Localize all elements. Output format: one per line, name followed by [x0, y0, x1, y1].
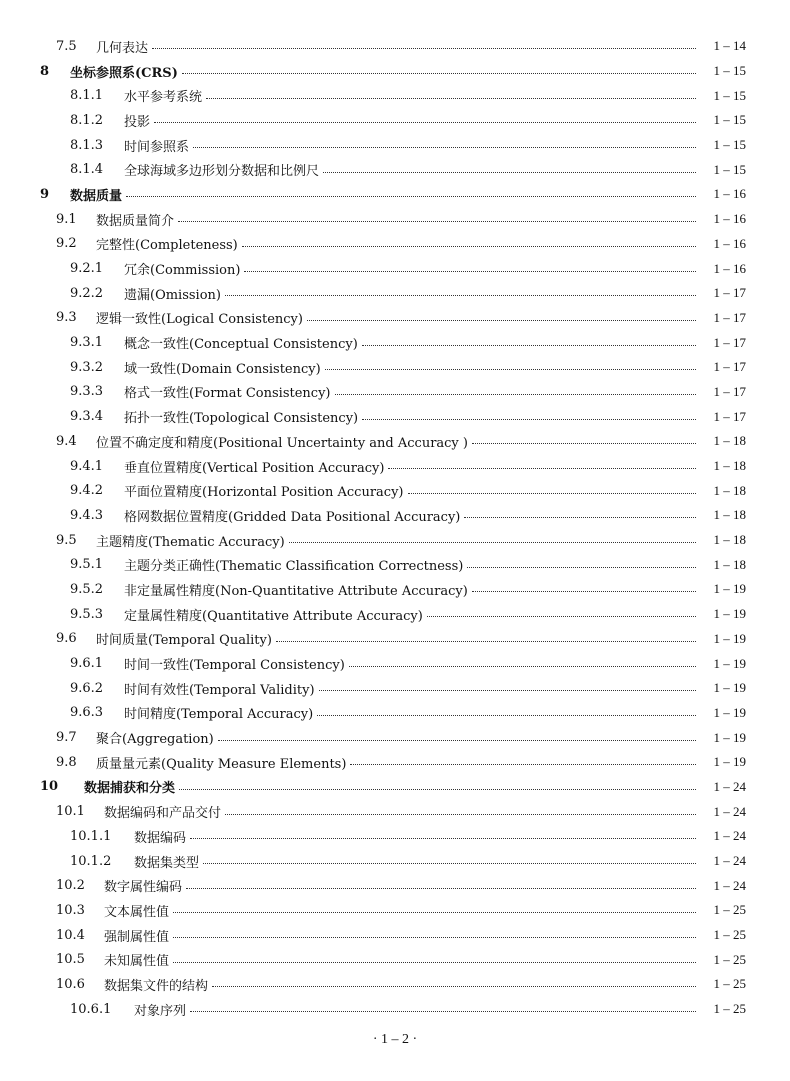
dot-leader	[179, 788, 696, 790]
toc-entry-label	[56, 234, 238, 253]
toc-entry-page: 1 – 15	[713, 87, 746, 103]
toc-entry-page: 1 – 18	[713, 482, 746, 498]
toc-entry-title: 数据编码	[134, 830, 187, 846]
toc-entry[interactable]	[0, 59, 790, 84]
toc-entry-number: 9.6.2	[70, 680, 104, 696]
toc-entry-page: 1 – 15	[713, 112, 746, 128]
dot-leader	[212, 985, 696, 987]
dot-leader	[317, 714, 696, 716]
toc-entry-number: 8.1.1	[70, 88, 104, 104]
toc-entry-page: 1 – 18	[713, 532, 746, 548]
dot-leader	[152, 47, 696, 49]
dot-leader	[190, 837, 696, 839]
toc-entry-number: 9.1	[56, 211, 77, 227]
toc-entry-title: 聚合(Aggregation)	[96, 732, 214, 748]
toc-entry-label	[56, 901, 169, 920]
toc-entry-number: 10.3	[56, 902, 85, 918]
toc-entry-label	[70, 259, 240, 278]
dot-leader	[427, 615, 696, 617]
dot-leader	[319, 689, 696, 691]
toc-entry[interactable]	[0, 651, 790, 676]
toc-entry-page: 1 – 18	[713, 556, 746, 572]
toc-entry-title: 数据质量	[70, 188, 123, 204]
toc-entry-label	[70, 481, 404, 500]
toc-entry-label	[56, 753, 346, 772]
toc-entry[interactable]	[0, 577, 790, 602]
toc-entry-label	[70, 703, 313, 722]
toc-entry-number: 9.6.3	[70, 705, 104, 721]
dot-leader	[335, 393, 697, 395]
toc-entry[interactable]	[0, 528, 790, 553]
table-of-contents	[0, 34, 790, 1022]
toc-entry-title: 格式一致性(Format Consistency)	[124, 386, 331, 402]
toc-entry-label	[56, 531, 285, 550]
toc-entry-label	[70, 605, 423, 624]
toc-entry-page: 1 – 25	[713, 1001, 746, 1017]
toc-entry-page: 1 – 24	[713, 828, 746, 844]
toc-entry-number: 9.5	[56, 532, 77, 548]
dot-leader	[206, 97, 696, 99]
toc-entry-title: 未知属性值	[104, 954, 170, 970]
toc-entry[interactable]	[0, 478, 790, 503]
toc-entry-number: 7.5	[56, 38, 77, 54]
toc-entry-label	[56, 926, 169, 945]
toc-entry-label	[70, 333, 358, 352]
toc-entry-page: 1 – 16	[713, 211, 746, 227]
toc-entry-title: 投影	[124, 114, 151, 130]
toc-entry-title: 非定量属性精度(Non-Quantitative Attribute Accuracy)	[124, 583, 468, 599]
toc-entry-number: 9.2	[56, 236, 77, 252]
dot-leader	[349, 665, 696, 667]
toc-entry-label	[70, 382, 331, 401]
toc-entry-page: 1 – 17	[713, 334, 746, 350]
toc-entry-page: 1 – 24	[713, 877, 746, 893]
toc-entry-page: 1 – 25	[713, 927, 746, 943]
dot-leader	[362, 418, 696, 420]
toc-entry-title: 定量属性精度(Quantitative Attribute Accuracy)	[124, 608, 423, 624]
toc-entry-number: 9.5.2	[70, 581, 104, 597]
dot-leader	[350, 763, 696, 765]
toc-entry[interactable]	[0, 330, 790, 355]
toc-entry-label	[40, 777, 175, 796]
toc-entry-number: 9.6	[56, 631, 77, 647]
toc-entry[interactable]	[0, 750, 790, 775]
toc-entry-title: 遗漏(Omission)	[124, 287, 221, 303]
toc-entry-page: 1 – 19	[713, 729, 746, 745]
toc-entry-page: 1 – 16	[713, 186, 746, 202]
toc-entry-page: 1 – 14	[713, 38, 746, 54]
toc-entry[interactable]	[0, 725, 790, 750]
toc-entry-label	[56, 802, 221, 821]
toc-entry[interactable]	[0, 923, 790, 948]
dot-leader	[323, 171, 696, 173]
toc-entry-title: 数字属性编码	[104, 880, 183, 896]
toc-entry-number: 9.7	[56, 730, 77, 746]
toc-entry-title: 对象序列	[134, 1003, 187, 1019]
toc-entry-number: 9.3.3	[70, 384, 104, 400]
toc-entry[interactable]	[0, 429, 790, 454]
toc-entry-label	[56, 308, 303, 327]
dot-leader	[307, 319, 696, 321]
toc-entry-number: 10.1.1	[70, 828, 112, 844]
toc-entry-page: 1 – 24	[713, 778, 746, 794]
toc-entry[interactable]	[0, 232, 790, 257]
dot-leader	[173, 936, 696, 938]
toc-entry-number: 8.1.2	[70, 112, 104, 128]
toc-entry-number: 10	[40, 779, 59, 795]
toc-entry-page: 1 – 19	[713, 655, 746, 671]
toc-entry-number: 9.4.2	[70, 483, 104, 499]
toc-entry[interactable]	[0, 799, 790, 824]
toc-entry-label	[56, 950, 169, 969]
toc-entry-page: 1 – 17	[713, 309, 746, 325]
dot-leader	[203, 862, 696, 864]
toc-entry-number: 10.5	[56, 952, 85, 968]
toc-entry-page: 1 – 15	[713, 161, 746, 177]
toc-entry-title: 数据编码和产品交付	[104, 806, 222, 822]
toc-entry-page: 1 – 19	[713, 606, 746, 622]
toc-entry[interactable]	[0, 157, 790, 182]
toc-entry-page: 1 – 17	[713, 359, 746, 375]
dot-leader	[362, 344, 696, 346]
toc-entry-number: 9.2.1	[70, 261, 104, 277]
toc-entry-label	[70, 358, 321, 377]
toc-entry-title: 时间一致性(Temporal Consistency)	[124, 658, 345, 674]
toc-entry-label	[70, 160, 319, 179]
toc-entry[interactable]	[0, 380, 790, 405]
toc-entry[interactable]	[0, 108, 790, 133]
toc-entry-number: 10.6	[56, 976, 85, 992]
toc-entry-label	[56, 728, 214, 747]
dot-leader	[472, 442, 696, 444]
toc-entry-label	[70, 852, 199, 871]
toc-entry-number: 8.1.3	[70, 137, 104, 153]
toc-entry-label	[70, 580, 468, 599]
toc-entry-number: 10.2	[56, 878, 85, 894]
toc-entry[interactable]	[0, 454, 790, 479]
toc-entry-title: 数据集类型	[134, 855, 200, 871]
toc-entry-number: 10.4	[56, 927, 85, 943]
dot-leader	[225, 813, 696, 815]
toc-entry-label	[56, 210, 174, 229]
toc-entry[interactable]	[0, 133, 790, 158]
toc-entry-title: 数据捕获和分类	[84, 781, 176, 797]
toc-entry-label	[70, 1000, 186, 1019]
toc-entry-number: 9.5.3	[70, 606, 104, 622]
dot-leader	[244, 270, 696, 272]
toc-entry-page: 1 – 16	[713, 260, 746, 276]
dot-leader	[388, 467, 696, 469]
toc-entry-page: 1 – 17	[713, 285, 746, 301]
dot-leader	[242, 245, 696, 247]
toc-entry-label	[70, 136, 189, 155]
toc-entry-number: 9.4.3	[70, 507, 104, 523]
toc-entry-title: 主题精度(Thematic Accuracy)	[96, 534, 285, 550]
toc-entry-page: 1 – 24	[713, 853, 746, 869]
toc-entry-label	[70, 407, 358, 426]
toc-entry-page: 1 – 18	[713, 458, 746, 474]
toc-entry-page: 1 – 15	[713, 137, 746, 153]
toc-entry-number: 9.5.1	[70, 557, 104, 573]
toc-entry-label	[56, 876, 182, 895]
toc-entry-label	[70, 457, 384, 476]
dot-leader	[464, 516, 696, 518]
toc-entry[interactable]	[0, 503, 790, 528]
toc-entry[interactable]	[0, 552, 790, 577]
toc-entry-number: 9.3.2	[70, 359, 104, 375]
toc-entry-label	[70, 679, 315, 698]
toc-entry-label	[40, 62, 178, 81]
dot-leader	[182, 72, 696, 74]
toc-entry[interactable]	[0, 355, 790, 380]
toc-entry[interactable]	[0, 997, 790, 1022]
toc-entry[interactable]	[0, 207, 790, 232]
toc-entry-label	[56, 629, 272, 648]
dot-leader	[408, 492, 697, 494]
toc-entry[interactable]	[0, 676, 790, 701]
toc-entry-title: 域一致性(Domain Consistency)	[124, 361, 321, 377]
toc-entry-number: 9.4.1	[70, 458, 104, 474]
toc-entry[interactable]	[0, 873, 790, 898]
toc-entry-number: 9.3	[56, 310, 77, 326]
toc-entry[interactable]	[0, 602, 790, 627]
toc-entry-label	[56, 432, 468, 451]
toc-entry-page: 1 – 25	[713, 902, 746, 918]
toc-entry[interactable]	[0, 83, 790, 108]
toc-entry-title: 质量量元素(Quality Measure Elements)	[96, 756, 347, 772]
dot-leader	[467, 566, 696, 568]
toc-entry-title: 完整性(Completeness)	[96, 238, 238, 254]
toc-entry-label	[70, 284, 221, 303]
toc-entry-page: 1 – 16	[713, 235, 746, 251]
toc-entry-title: 几何表达	[96, 40, 149, 56]
toc-entry-number: 9.2.2	[70, 285, 104, 301]
toc-entry-page: 1 – 19	[713, 754, 746, 770]
toc-entry-page: 1 – 19	[713, 630, 746, 646]
dot-leader	[190, 1010, 696, 1012]
toc-entry[interactable]	[0, 404, 790, 429]
toc-entry[interactable]	[0, 849, 790, 874]
toc-entry-number: 8.1.4	[70, 162, 104, 178]
toc-entry-label	[70, 827, 186, 846]
toc-entry[interactable]	[0, 947, 790, 972]
toc-entry[interactable]	[0, 34, 790, 59]
toc-entry-label	[70, 86, 202, 105]
toc-entry-page: 1 – 19	[713, 704, 746, 720]
toc-entry-title: 时间精度(Temporal Accuracy)	[124, 707, 314, 723]
toc-entry-number: 10.1.2	[70, 853, 112, 869]
toc-entry[interactable]	[0, 898, 790, 923]
dot-leader	[126, 195, 696, 197]
toc-entry-title: 垂直位置精度(Vertical Position Accuracy)	[124, 460, 385, 476]
toc-entry-title: 文本属性值	[104, 904, 170, 920]
toc-entry-label	[40, 185, 122, 204]
toc-entry-page: 1 – 18	[713, 433, 746, 449]
toc-entry-number: 10.6.1	[70, 1001, 112, 1017]
dot-leader	[218, 739, 696, 741]
dot-leader	[325, 368, 696, 370]
toc-entry-title: 概念一致性(Conceptual Consistency)	[124, 337, 358, 353]
dot-leader	[289, 541, 696, 543]
toc-entry-label	[56, 975, 208, 994]
toc-entry-title: 全球海域多边形划分数据和比例尺	[124, 164, 320, 180]
dot-leader	[193, 146, 696, 148]
toc-entry-title: 时间质量(Temporal Quality)	[96, 633, 272, 649]
toc-entry-page: 1 – 25	[713, 951, 746, 967]
dot-leader	[173, 961, 696, 963]
dot-leader	[186, 887, 696, 889]
toc-entry-title: 数据集文件的结构	[104, 978, 209, 994]
toc-entry[interactable]	[0, 972, 790, 997]
toc-entry-title: 主题分类正确性(Thematic Classification Correctness)	[124, 559, 464, 575]
dot-leader	[472, 590, 696, 592]
toc-entry-title: 格网数据位置精度(Gridded Data Positional Accuracy)	[124, 509, 461, 525]
toc-entry-number: 10.1	[56, 804, 85, 820]
toc-entry-title: 位置不确定度和精度(Positional Uncertainty and Accuracy )	[96, 435, 468, 451]
toc-entry-number: 9.4	[56, 433, 77, 449]
toc-entry-title: 强制属性值	[104, 929, 170, 945]
toc-entry[interactable]	[0, 824, 790, 849]
page-number: · 1 – 2 ·	[372, 1032, 418, 1047]
toc-entry-label	[70, 111, 150, 130]
toc-entry-page: 1 – 17	[713, 408, 746, 424]
toc-entry-title: 平面位置精度(Horizontal Position Accuracy)	[124, 485, 404, 501]
toc-entry-label	[56, 37, 148, 56]
toc-entry[interactable]	[0, 775, 790, 800]
dot-leader	[225, 294, 696, 296]
toc-entry-number: 9.3.4	[70, 409, 104, 425]
toc-entry-label	[70, 555, 463, 574]
toc-entry-number: 9.3.1	[70, 335, 104, 351]
toc-entry-label	[70, 506, 460, 525]
toc-entry-title: 拓扑一致性(Topological Consistency)	[124, 411, 359, 427]
toc-entry-page: 1 – 18	[713, 507, 746, 523]
dot-leader	[173, 911, 696, 913]
toc-entry-page: 1 – 15	[713, 63, 746, 79]
dot-leader	[178, 220, 696, 222]
toc-entry-number: 8	[40, 63, 50, 79]
toc-entry-page: 1 – 24	[713, 803, 746, 819]
toc-entry-title: 逻辑一致性(Logical Consistency)	[96, 312, 303, 328]
toc-entry-number: 9	[40, 186, 50, 202]
toc-entry-number: 9.6.1	[70, 656, 104, 672]
toc-entry-title: 冗余(Commission)	[124, 263, 241, 279]
toc-entry-title: 数据质量简介	[96, 213, 175, 229]
toc-entry[interactable]	[0, 256, 790, 281]
toc-entry-page: 1 – 19	[713, 581, 746, 597]
toc-entry[interactable]	[0, 306, 790, 331]
toc-entry-label	[70, 654, 345, 673]
toc-entry-page: 1 – 25	[713, 976, 746, 992]
toc-entry-title: 坐标参照系(CRS)	[70, 65, 178, 81]
toc-entry-title: 水平参考系统	[124, 90, 203, 106]
toc-entry-page: 1 – 19	[713, 680, 746, 696]
toc-entry-title: 时间有效性(Temporal Validity)	[124, 682, 315, 698]
toc-entry-title: 时间参照系	[124, 139, 190, 155]
toc-entry[interactable]	[0, 182, 790, 207]
toc-entry[interactable]	[0, 281, 790, 306]
toc-entry-number: 9.8	[56, 754, 77, 770]
dot-leader	[276, 640, 696, 642]
dot-leader	[154, 121, 696, 123]
toc-entry-page: 1 – 17	[713, 383, 746, 399]
toc-entry[interactable]	[0, 701, 790, 726]
toc-entry[interactable]	[0, 627, 790, 652]
